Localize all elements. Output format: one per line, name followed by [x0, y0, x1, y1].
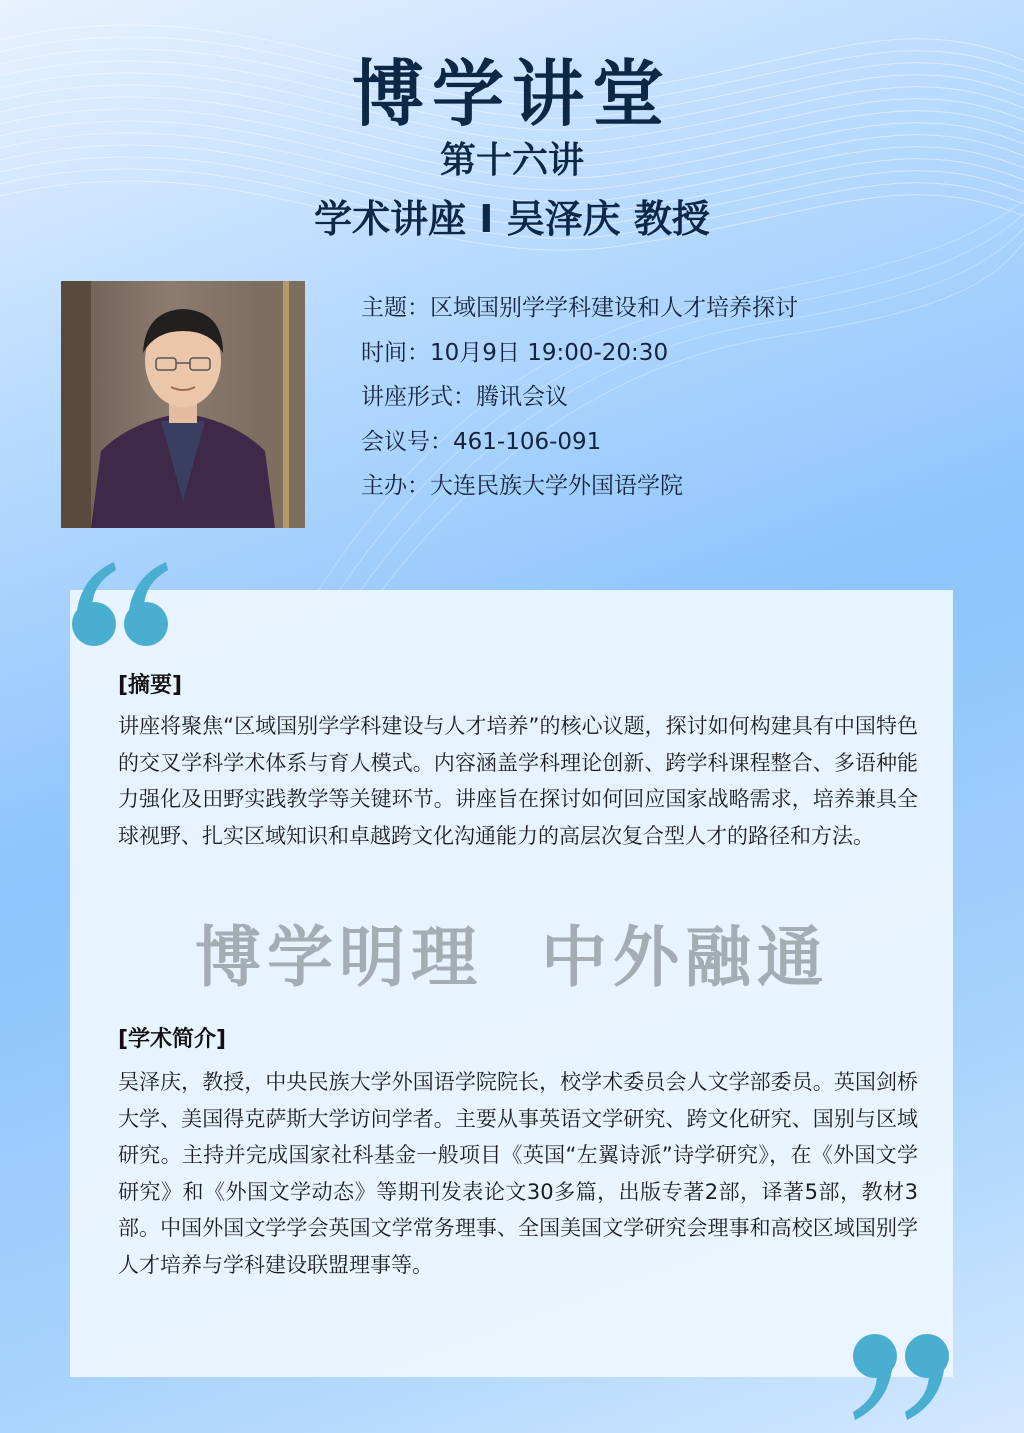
- poster-header: [0, 52, 1024, 244]
- lecture-number: 第十六讲: [439, 140, 584, 181]
- bio-heading: [学术简介]: [118, 1027, 227, 1052]
- motto-calligraphy: 博学明理 中外融通: [195, 918, 829, 996]
- speaker-portrait-illustration: [61, 281, 305, 528]
- speaker-photo: [61, 281, 305, 528]
- info-format: 讲座形式：腾讯会议: [361, 384, 568, 410]
- close-quote-icon: [845, 1326, 955, 1426]
- lecture-speaker-line: 学术讲座 I 吴泽庆 教授: [314, 197, 710, 241]
- info-time: 时间：10月9日 19:00-20:30: [361, 339, 669, 366]
- info-meeting-id: 会议号：461-106-091: [361, 428, 602, 455]
- bio-text: 吴泽庆，教授，中央民族大学外国语学院院长，校学术委员会人文学部委员。英国剑桥大学、美国得克萨斯大学访问学者。主要从事英语文学研究、跨文化研究、国别与区域研究。主持并完成国家社科基金一般项目《英国“左翼诗派”诗学研究》，在《外国文学研究》和《外国文学动态》等期刊发表论文30多篇，出版专著2部，译著5部，教材3部。中国外国文学学会英国文学常务理事、全国美国文学研究会理事和高校区域国别学人才培养与学科建设联盟理事等。: [118, 1070, 918, 1277]
- abstract-text: 讲座将聚焦“区域国别学学科建设与人才培养”的核心议题，探讨如何构建具有中国特色的交叉学科学术体系与育人模式。内容涵盖学科理论创新、跨学科课程整合、多语种能力强化及田野实践教学等关键环节。讲座旨在探讨如何回应国家战略需求，培养兼具全球视野、扎实区域知识和卓越跨文化沟通能力的高层次复合型人才的路径和方法。: [118, 714, 918, 848]
- lecture-info: [361, 290, 798, 513]
- open-quote-icon: [66, 556, 176, 656]
- info-host: 主办：大连民族大学外国语学院: [361, 473, 683, 499]
- info-topic: 主题：区域国别学学科建设和人才培养探讨: [361, 295, 798, 321]
- poster-title: 博学讲堂: [351, 52, 672, 136]
- abstract-heading: [摘要]: [118, 673, 183, 698]
